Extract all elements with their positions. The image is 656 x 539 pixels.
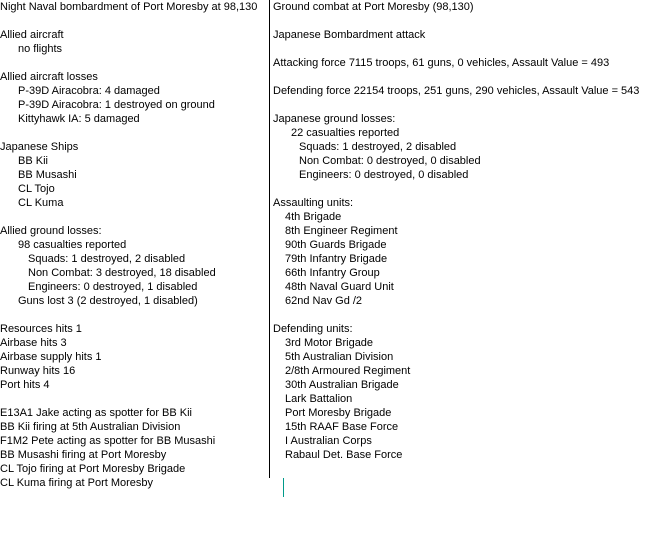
naval-bombardment-report [0, 0, 268, 490]
allied-loss-detail: Non Combat: 3 destroyed, 18 disabled [28, 267, 216, 279]
allied-loss-detail: Squads: 1 destroyed, 2 disabled [28, 253, 186, 265]
text-cursor[interactable] [283, 478, 284, 497]
japanese-casualties: 22 casualties reported [291, 127, 400, 139]
firing-item: BB Musashi firing at Port Moresby [0, 449, 167, 461]
assaulting-unit: 4th Brigade [285, 211, 342, 223]
defending-unit: Port Moresby Brigade [285, 407, 392, 419]
column-divider [269, 0, 270, 478]
japanese-loss-detail: Squads: 1 destroyed, 2 disabled [299, 141, 457, 153]
firing-item: F1M2 Pete acting as spotter for BB Musashi [0, 435, 216, 447]
defending-unit: I Australian Corps [285, 435, 372, 447]
defending-unit: 3rd Motor Brigade [285, 337, 374, 349]
defending-unit: 5th Australian Division [285, 351, 394, 363]
assaulting-unit: 90th Guards Brigade [285, 239, 387, 251]
defending-unit: 15th RAAF Base Force [285, 421, 399, 433]
attack-type: Japanese Bombardment attack [273, 29, 426, 41]
allied-ground-losses-heading: Allied ground losses: [0, 225, 102, 237]
allied-aircraft-losses-heading: Allied aircraft losses [0, 71, 98, 83]
allied-casualties: 98 casualties reported [18, 239, 127, 251]
allied-guns-lost: Guns lost 3 (2 destroyed, 1 disabled) [18, 295, 198, 307]
firing-item: E13A1 Jake acting as spotter for BB Kii [0, 407, 192, 419]
defending-units-heading: Defending units: [273, 323, 353, 335]
aircraft-loss-item: P-39D Airacobra: 4 damaged [18, 85, 160, 97]
defending-force: Defending force 22154 troops, 251 guns, 290 vehicles, Assault Value = 543 [273, 85, 640, 97]
assaulting-unit: 62nd Nav Gd /2 [285, 295, 363, 307]
assaulting-units-heading: Assaulting units: [273, 197, 354, 209]
aircraft-loss-item: Kittyhawk IA: 5 damaged [18, 113, 140, 125]
ship-item: CL Kuma [18, 197, 64, 209]
hit-item: Airbase hits 3 [0, 337, 67, 349]
aircraft-loss-item: P-39D Airacobra: 1 destroyed on ground [18, 99, 215, 111]
hit-item: Airbase supply hits 1 [0, 351, 102, 363]
firing-item: CL Tojo firing at Port Moresby Brigade [0, 463, 186, 475]
ship-item: CL Tojo [18, 183, 55, 195]
assaulting-unit: 8th Engineer Regiment [285, 225, 398, 237]
ship-item: BB Musashi [18, 169, 77, 181]
ground-combat-report [273, 0, 653, 462]
hit-item: Port hits 4 [0, 379, 50, 391]
defending-unit: Rabaul Det. Base Force [285, 449, 403, 461]
defending-unit: 30th Australian Brigade [285, 379, 399, 391]
allied-aircraft-item: no flights [18, 43, 63, 55]
hit-item: Resources hits 1 [0, 323, 82, 335]
japanese-ships-heading: Japanese Ships [0, 141, 79, 153]
bombardment-title: Night Naval bombardment of Port Moresby at 98,130 [0, 1, 258, 13]
attacking-force: Attacking force 7115 troops, 61 guns, 0 vehicles, Assault Value = 493 [273, 57, 610, 69]
ship-item: BB Kii [18, 155, 48, 167]
assaulting-unit: 66th Infantry Group [285, 267, 380, 279]
defending-unit: Lark Battalion [285, 393, 353, 405]
defending-unit: 2/8th Armoured Regiment [285, 365, 411, 377]
japanese-ground-losses-heading: Japanese ground losses: [273, 113, 396, 125]
japanese-loss-detail: Non Combat: 0 destroyed, 0 disabled [299, 155, 481, 167]
firing-item: BB Kii firing at 5th Australian Division [0, 421, 181, 433]
assaulting-unit: 79th Infantry Brigade [285, 253, 388, 265]
assaulting-unit: 48th Naval Guard Unit [285, 281, 394, 293]
hit-item: Runway hits 16 [0, 365, 76, 377]
firing-item: CL Kuma firing at Port Moresby [0, 477, 154, 489]
japanese-loss-detail: Engineers: 0 destroyed, 0 disabled [299, 169, 469, 181]
ground-combat-title: Ground combat at Port Moresby (98,130) [273, 1, 474, 13]
allied-aircraft-heading: Allied aircraft [0, 29, 64, 41]
allied-loss-detail: Engineers: 0 destroyed, 1 disabled [28, 281, 198, 293]
